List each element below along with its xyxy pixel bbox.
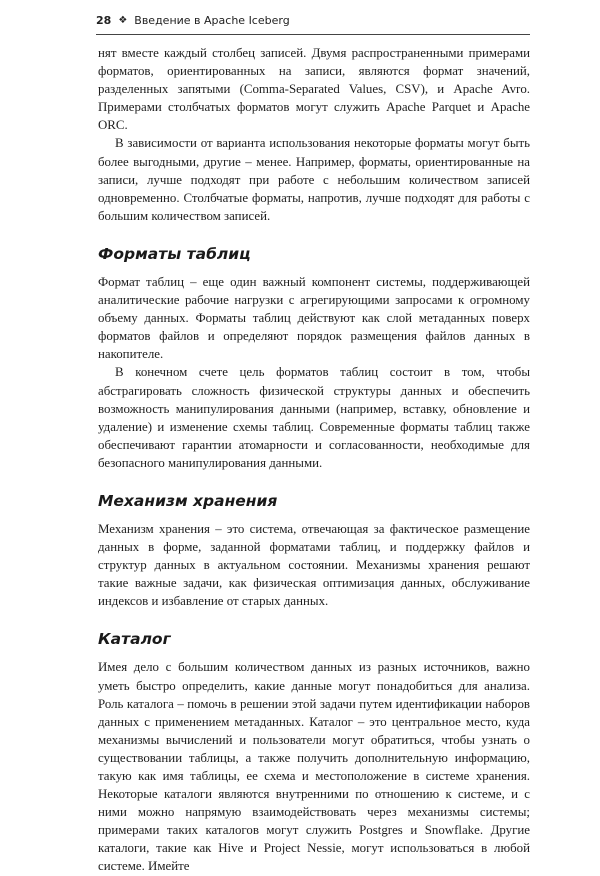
page-body [98,44,530,876]
section-heading-table-formats: Форматы таблиц [98,244,251,263]
running-header [96,14,526,27]
diamond-ornament-icon: ❖ [118,15,128,26]
storage-engine-paragraph-1: Механизм хранения – это система, отвечающая за фактическое размещение данных в форме, заданной форматами таблиц, и поддержку файлов и структур данных в актуальном состоянии. Механизмы хранения решают такие важные задачи, как физическая оптимизация данных, обслуживание индексов и избавление от старых данных. [98,521,530,609]
section-heading-catalog: Каталог [98,630,171,649]
catalog-paragraph-1: Имея дело с большим количеством данных из разных источников, важно уметь быстро определить, какие данные могут понадобиться для анализа. Роль каталога – помочь в решении этой задачи путем идентификации наборов данных с применением метаданных. Каталог – это центральное место, куда механизмы вычислений и пользователи могут обратиться, чтобы узнать о существовании таблицы, а также получить дополнительную информацию, такую как имя таблицы, ее схема и местоположение в системе хранения. Некоторые каталоги являются внутренними по отношению к системе, и с ними можно напрямую взаимодействовать через механизмы системы; примерами таких каталогов могут служить Postgres и Snowflake. Другие каталоги, такие как Hive и Project Nessie, могут использоваться в любой системе. Имейте [98,660,530,874]
section-heading-storage-engine: Механизм хранения [98,491,278,510]
intro-paragraph-1: нят вместе каждый столбец записей. Двумя распространенными примерами форматов, ориентированных на записи, являются формат значений, разделенных запятыми (Comma-Separated Values, CSV), и Apache Avro. Примерами столбчатых форматов могут служить Apache Parquet и Apache ORC. [98,46,530,133]
table-formats-paragraph-2: В конечном счете цель форматов таблиц состоит в том, чтобы абстрагировать сложность физической структуры данных и обеспечить возможность манипулирования данными (например, вставку, обновление и удаление) и изменение схемы таблиц. Современные форматы таблиц также обеспечивают гарантии атомарности и согласованности, необходимые для безопасного манипулирования данными. [98,365,530,470]
header-rule [96,34,530,35]
intro-paragraph-2: В зависимости от варианта использования некоторые форматы могут быть более выгодными, другие – менее. Например, форматы, ориентированные на записи, лучше подходят при работе с небольшим количеством записей одновременно. Столбчатые форматы, напротив, лучше подходят для работы с большим количеством записей. [98,136,530,223]
running-title: Введение в Apache Iceberg [134,14,290,27]
page-number: 28 [96,14,112,27]
table-formats-paragraph-1: Формат таблиц – еще один важный компонент системы, поддерживающей аналитические рабочие нагрузки с агрегирующими запросами к огромному объему данных. Форматы таблиц действуют как слой метаданных поверх форматов файлов и определяют порядок размещения файлов данных в накопителе. [98,274,530,362]
